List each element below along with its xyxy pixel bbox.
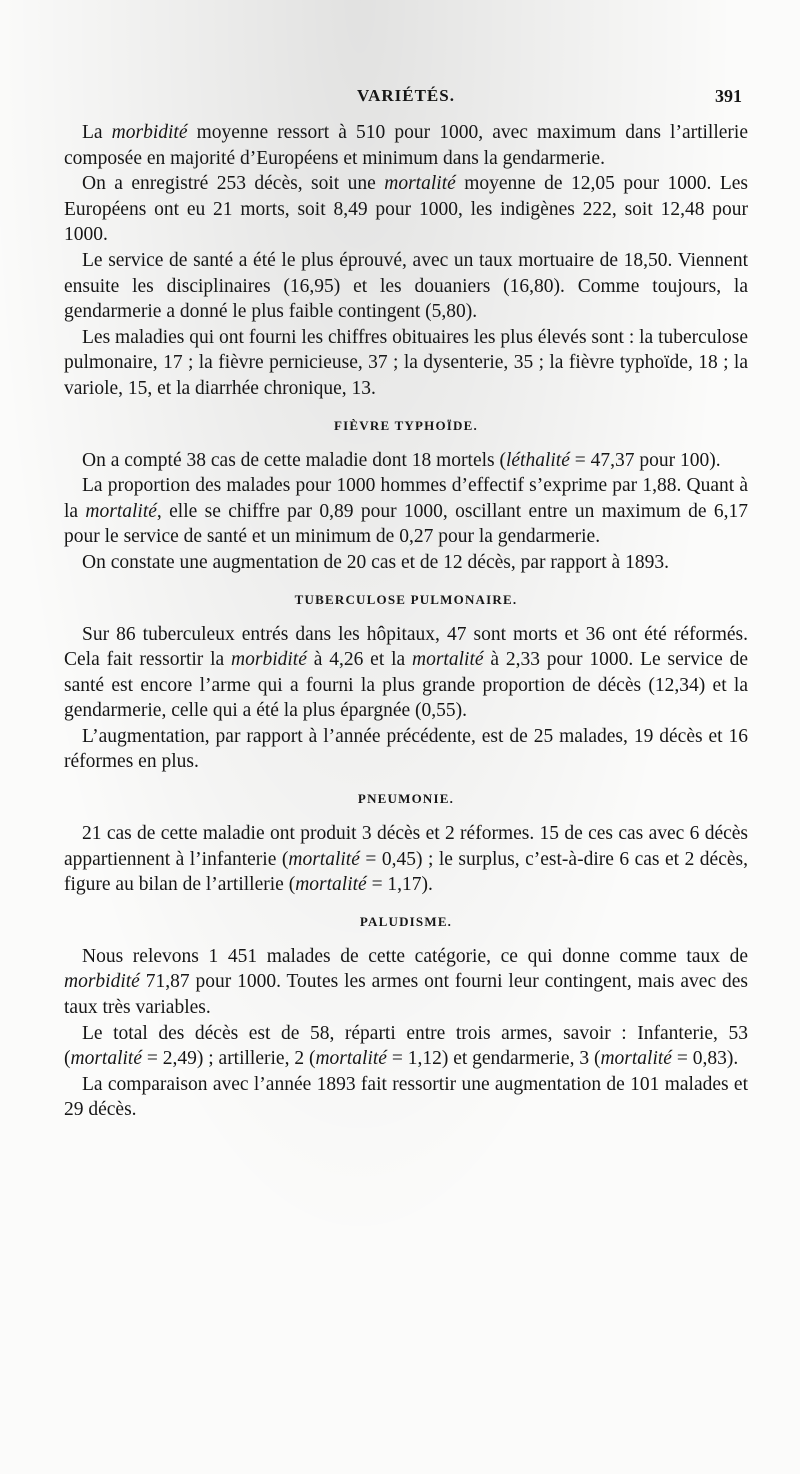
paragraph-paludisme-comparaison: La comparaison avec l’année 1893 fait ressortir une augmentation de 101 malades et 29 décès.	[64, 1073, 748, 1121]
heading-paludisme: PALUDISME.	[359, 913, 453, 929]
paragraph-maladies: Les maladies qui ont fourni les chiffres obituaires les plus élevés sont : la tuberculose pulmonaire, 17 ; la fièvre pernicieuse, 37 ; la dysenterie, 35 ; la fièvre typhoïde, 18 ; la variole, 15, et la diarrhée chronique, 13.	[64, 326, 748, 399]
paragraph-fievre-proportion: La proportion des malades pour 1000 hommes d’effectif s’exprime par 1,88. Quant à la mortalité, elle se chiffre par 0,89 pour 1000, oscillant entre un maximum de 6,17 pour le service de santé et un minimum de 0,27 pour la gendarmerie.	[64, 475, 748, 548]
heading-pneumonie: PNEUMONIE.	[357, 791, 455, 807]
heading-tuberculose: TUBERCULOSE PULMONAIRE.	[294, 591, 518, 607]
paragraph-service-de-sante: Le service de santé a été le plus éprouvé, avec un taux mortuaire de 18,50. Viennent ensuite les disciplinaires (16,95) et les douaniers (16,80). Comme toujours, la gendarmerie a donné le plus faible contingent (5,80).	[64, 249, 748, 323]
paragraph-morbidite: La morbidité moyenne ressort à 510 pour 1000, avec maximum dans l’artillerie composée en majorité d’Européens et minimum dans la gendarmerie.	[64, 122, 748, 169]
running-title: VARIÉTÉS.	[357, 86, 455, 105]
paragraph-fievre-cas: On a compté 38 cas de cette maladie dont 18 mortels (léthalité = 47,37 pour 100).	[82, 449, 721, 471]
page-number: 391	[715, 86, 742, 106]
paragraph-tuberculose-augmentation: L’augmentation, par rapport à l’année précédente, est de 25 malades, 19 décès et 16 réformes en plus.	[64, 725, 748, 773]
heading-fievre-typhoide: FIÈVRE TYPHOÏDE.	[334, 417, 478, 433]
paragraph-tuberculose-cas: Sur 86 tuberculeux entrés dans les hôpitaux, 47 sont morts et 36 ont été réformés. Cela fait ressortir la morbidité à 4,26 et la mortalité à 2,33 pour 1000. Le service de santé est encore l’arme qui a fourni la plus grande proportion de décès (12,34) et la gendarmerie, celle qui a été la plus épargnée (0,55).	[64, 623, 748, 722]
paragraph-pneumonie-cas: 21 cas de cette maladie ont produit 3 décès et 2 réformes. 15 de ces cas avec 6 décès appartiennent à l’infanterie (mortalité = 0,45) ; le surplus, c’est-à-dire 6 cas et 2 décès, figure au bilan de l’artillerie (mortalité = 1,17).	[64, 823, 748, 896]
paragraph-paludisme-deces: Le total des décès est de 58, réparti entre trois armes, savoir : Infanterie, 53 (mortalité = 2,49) ; artillerie, 2 (mortalité = 1,12) et gendarmerie, 3 (mortalité = 0,83).	[64, 1022, 748, 1070]
paragraph-fievre-augmentation: On constate une augmentation de 20 cas et de 12 décès, par rapport à 1893.	[82, 551, 669, 573]
paragraph-mortalite: On a enregistré 253 décès, soit une mortalité moyenne de 12,05 pour 1000. Les Européens ont eu 21 morts, soit 8,49 pour 1000, les indigènes 222, soit 12,48 pour 1000.	[64, 173, 748, 246]
paragraph-paludisme-malades: Nous relevons 1 451 malades de cette catégorie, ce qui donne comme taux de morbidité 71,87 pour 1000. Toutes les armes ont fourni leur contingent, mais avec des taux très variables.	[64, 945, 748, 1019]
running-head	[64, 86, 748, 120]
